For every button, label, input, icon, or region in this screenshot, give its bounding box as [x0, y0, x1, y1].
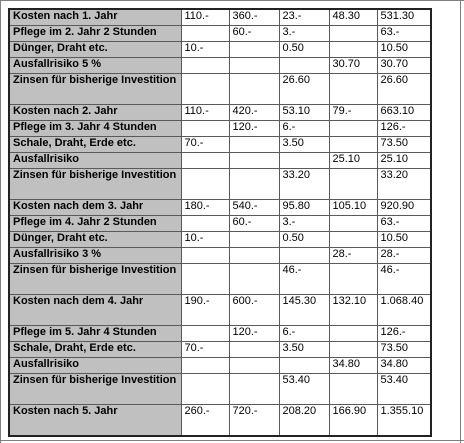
value-cell [181, 358, 229, 374]
value-cell [229, 58, 279, 74]
value-cell: 25.10 [329, 153, 377, 169]
value-cell [229, 137, 279, 153]
table-row [9, 374, 431, 405]
value-cell [329, 342, 377, 358]
frame-top-border [0, 0, 464, 1]
row-label: Dünger, Draht etc. [9, 42, 181, 58]
row-label: Kosten nach 2. Jahr [9, 105, 181, 121]
value-cell [229, 264, 279, 295]
row-label: Ausfallrisiko 5 % [9, 58, 181, 74]
value-cell: 360.- [229, 9, 279, 26]
cost-table [8, 8, 432, 437]
value-cell [329, 264, 377, 295]
value-cell [229, 153, 279, 169]
value-cell [181, 264, 229, 295]
value-cell: 30.70 [377, 58, 431, 74]
value-cell: 79.- [329, 105, 377, 121]
value-cell: 105.10 [329, 200, 377, 216]
frame-right-border [460, 0, 461, 443]
table-row [9, 326, 431, 342]
value-cell: 33.20 [279, 169, 329, 200]
value-cell: 53.40 [377, 374, 431, 405]
value-cell [329, 121, 377, 137]
table-row [9, 9, 431, 26]
table-row [9, 342, 431, 358]
value-cell [329, 326, 377, 342]
value-cell: 95.80 [279, 200, 329, 216]
value-cell [229, 74, 279, 105]
table-row [9, 295, 431, 326]
value-cell: 3.- [279, 216, 329, 232]
row-label: Schale, Draht, Erde etc. [9, 137, 181, 153]
value-cell: 63.- [377, 216, 431, 232]
row-label: Pflege im 5. Jahr 4 Stunden [9, 326, 181, 342]
value-cell [279, 248, 329, 264]
table-row [9, 264, 431, 295]
value-cell: 420.- [229, 105, 279, 121]
value-cell: 166.90 [329, 405, 377, 437]
value-cell: 30.70 [329, 58, 377, 74]
value-cell [181, 26, 229, 42]
value-cell: 28.- [377, 248, 431, 264]
value-cell [329, 42, 377, 58]
row-label: Kosten nach dem 3. Jahr [9, 200, 181, 216]
value-cell: 70.- [181, 342, 229, 358]
value-cell: 10.50 [377, 232, 431, 248]
value-cell [181, 169, 229, 200]
value-cell: 120.- [229, 326, 279, 342]
value-cell [329, 137, 377, 153]
value-cell [229, 358, 279, 374]
frame-bottom-border [0, 440, 464, 441]
row-label: Zinsen für bisherige Investition [9, 264, 181, 295]
value-cell: 663.10 [377, 105, 431, 121]
value-cell [181, 74, 229, 105]
value-cell [181, 121, 229, 137]
value-cell: 720.- [229, 405, 279, 437]
value-cell: 34.80 [329, 358, 377, 374]
value-cell: 63.- [377, 26, 431, 42]
value-cell: 260.- [181, 405, 229, 437]
value-cell: 1.068.40 [377, 295, 431, 326]
table-row [9, 232, 431, 248]
value-cell [181, 326, 229, 342]
table-row [9, 248, 431, 264]
value-cell: 10.- [181, 232, 229, 248]
table-row [9, 200, 431, 216]
value-cell [181, 374, 229, 405]
value-cell: 132.10 [329, 295, 377, 326]
value-cell: 26.60 [377, 74, 431, 105]
value-cell [229, 374, 279, 405]
row-label: Pflege im 2. Jahr 2 Stunden [9, 26, 181, 42]
row-label: Ausfallrisiko [9, 358, 181, 374]
value-cell: 53.10 [279, 105, 329, 121]
table-row [9, 405, 431, 437]
row-label: Zinsen für bisherige Investition [9, 169, 181, 200]
value-cell: 25.10 [377, 153, 431, 169]
table-row [9, 74, 431, 105]
value-cell: 60.- [229, 216, 279, 232]
value-cell: 10.50 [377, 42, 431, 58]
value-cell: 145.30 [279, 295, 329, 326]
table-row [9, 216, 431, 232]
value-cell: 23.- [279, 9, 329, 26]
value-cell: 0.50 [279, 232, 329, 248]
value-cell: 33.20 [377, 169, 431, 200]
value-cell: 120.- [229, 121, 279, 137]
value-cell [329, 374, 377, 405]
row-label: Pflege im 3. Jahr 4 Stunden [9, 121, 181, 137]
value-cell [229, 342, 279, 358]
value-cell: 920.90 [377, 200, 431, 216]
value-cell [329, 216, 377, 232]
value-cell [181, 216, 229, 232]
value-cell: 1.355.10 [377, 405, 431, 437]
value-cell: 110.- [181, 105, 229, 121]
row-label: Kosten nach dem 4. Jahr [9, 295, 181, 326]
value-cell: 46.- [377, 264, 431, 295]
row-label: Zinsen für bisherige Investition [9, 74, 181, 105]
value-cell [229, 42, 279, 58]
value-cell: 126.- [377, 326, 431, 342]
value-cell [329, 74, 377, 105]
value-cell: 70.- [181, 137, 229, 153]
row-label: Ausfallrisiko 3 % [9, 248, 181, 264]
value-cell: 6.- [279, 121, 329, 137]
value-cell: 73.50 [377, 137, 431, 153]
table-row [9, 105, 431, 121]
table-row [9, 137, 431, 153]
value-cell: 3.- [279, 26, 329, 42]
value-cell: 540.- [229, 200, 279, 216]
value-cell [229, 169, 279, 200]
value-cell: 53.40 [279, 374, 329, 405]
value-cell [181, 248, 229, 264]
value-cell: 10.- [181, 42, 229, 58]
value-cell: 6.- [279, 326, 329, 342]
table-row [9, 169, 431, 200]
cost-table-body [9, 9, 431, 436]
value-cell: 3.50 [279, 342, 329, 358]
value-cell [279, 153, 329, 169]
value-cell [181, 58, 229, 74]
value-cell: 190.- [181, 295, 229, 326]
table-row [9, 358, 431, 374]
value-cell [329, 169, 377, 200]
value-cell [229, 248, 279, 264]
table-row [9, 26, 431, 42]
row-label: Ausfallrisiko [9, 153, 181, 169]
row-label: Kosten nach 1. Jahr [9, 9, 181, 26]
value-cell: 28.- [329, 248, 377, 264]
value-cell [279, 58, 329, 74]
value-cell: 180.- [181, 200, 229, 216]
table-row [9, 42, 431, 58]
value-cell: 110.- [181, 9, 229, 26]
value-cell [329, 26, 377, 42]
value-cell: 60.- [229, 26, 279, 42]
value-cell: 208.20 [279, 405, 329, 437]
table-row [9, 153, 431, 169]
value-cell: 73.50 [377, 342, 431, 358]
value-cell: 126.- [377, 121, 431, 137]
row-label: Pflege im 4. Jahr 2 Stunden [9, 216, 181, 232]
value-cell: 34.80 [377, 358, 431, 374]
row-label: Zinsen für bisherige Investition [9, 374, 181, 405]
value-cell [229, 232, 279, 248]
value-cell: 531.30 [377, 9, 431, 26]
value-cell: 48.30 [329, 9, 377, 26]
value-cell: 3.50 [279, 137, 329, 153]
row-label: Kosten nach 5. Jahr [9, 405, 181, 437]
row-label: Schale, Draht, Erde etc. [9, 342, 181, 358]
row-label: Dünger, Draht etc. [9, 232, 181, 248]
table-row [9, 58, 431, 74]
table-row [9, 121, 431, 137]
value-cell [279, 358, 329, 374]
value-cell: 600.- [229, 295, 279, 326]
value-cell: 26.60 [279, 74, 329, 105]
value-cell: 46.- [279, 264, 329, 295]
value-cell [329, 232, 377, 248]
frame-left-border [0, 0, 1, 443]
value-cell: 0.50 [279, 42, 329, 58]
value-cell [181, 153, 229, 169]
